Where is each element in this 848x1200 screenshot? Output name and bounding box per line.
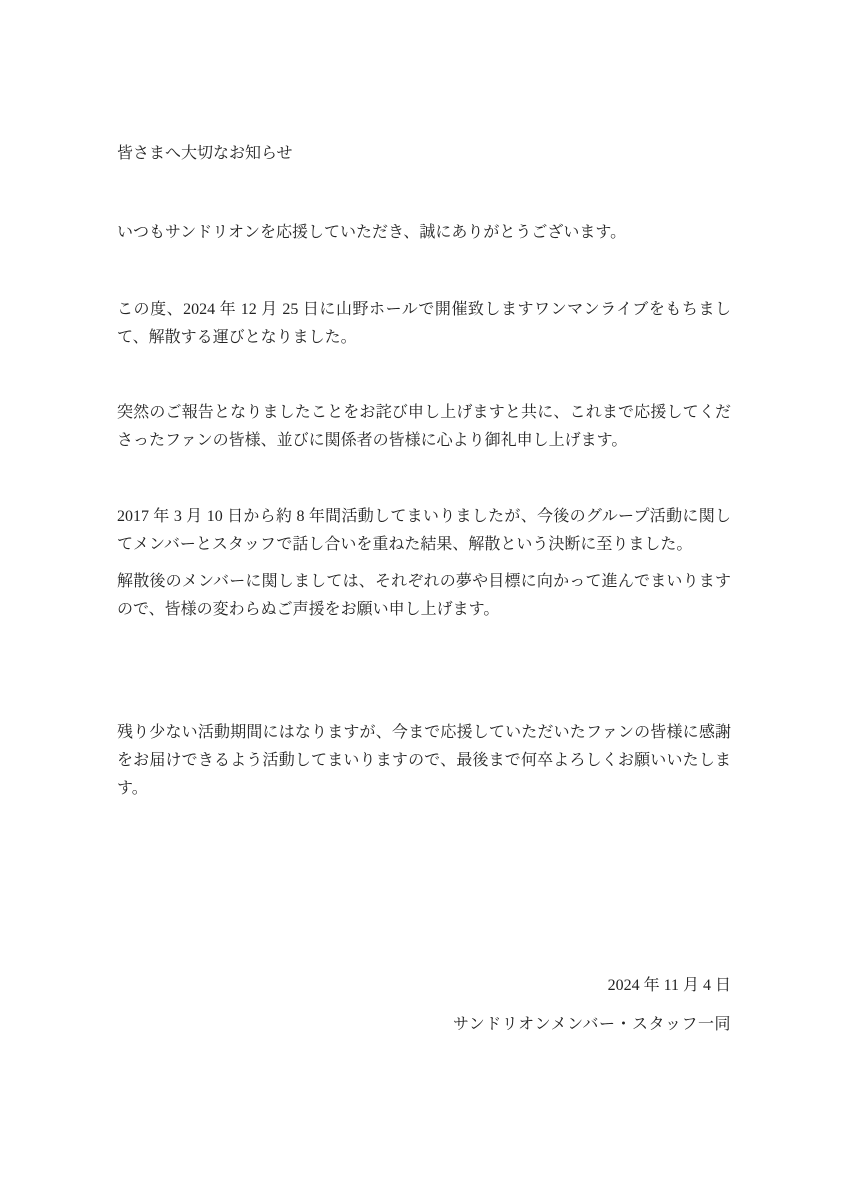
document-title: 皆さまへ大切なお知らせ	[117, 145, 293, 162]
paragraph-remaining-period: 残り少ない活動期間にはなりますが、今まで応援していただいたファンの皆様に感謝をお届けできるよう活動してまいりますので、最後まで何卒よろしくお願いいたします。	[117, 724, 731, 797]
date-line: 2024 年 11 月 4 日	[607, 977, 731, 994]
signature-line: サンドリオンメンバー・スタッフ一同	[453, 1016, 731, 1033]
paragraph-history-decision: 2017 年 3 月 10 日から約 8 年間活動してまいりましたが、今後のグループ活動に関してメンバーとスタッフで話し合いを重ねた結果、解散という決断に至りました。	[117, 508, 731, 553]
paragraph-disbandment-announcement: この度、2024 年 12 月 25 日に山野ホールで開催致しますワンマンライブをもちまして、解散する運びとなりました。	[117, 301, 731, 346]
paragraph-apology: 突然のご報告となりましたことをお詫び申し上げますと共に、これまで応援してくださったファンの皆様、並びに関係者の皆様に心より御礼申し上げます。	[117, 404, 731, 449]
paragraph-members-future: 解散後のメンバーに関しましては、それぞれの夢や目標に向かって進んでまいりますので、皆様の変わらぬご声援をお願い申し上げます。	[117, 573, 731, 618]
paragraph-thanks: いつもサンドリオンを応援していただき、誠にありがとうございます。	[117, 224, 627, 241]
